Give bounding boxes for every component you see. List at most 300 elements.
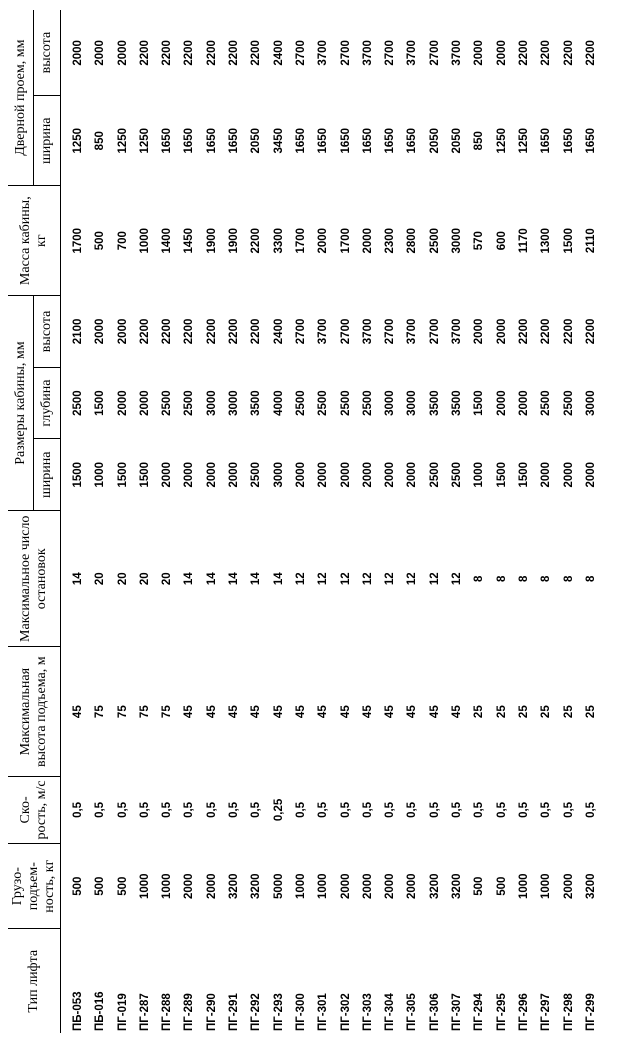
table-cell: 2000 [473,40,486,66]
table-cell: 12 [406,572,419,586]
table-cell: 600 [495,231,508,251]
table-cell: 2050 [428,127,441,154]
table-cell: 0,5 [294,801,307,818]
header-cabin-mass: Масса кабины, кг [8,186,61,296]
table-cell: 1650 [562,127,575,154]
header-cabin-depth: глубина [34,367,61,439]
table-cell: 45 [451,705,464,719]
table-cell: 1000 [517,873,530,899]
table-row [201,10,223,1033]
table-cell: 2500 [428,461,441,488]
table-row [379,10,401,1033]
header-door: Дверной проем, мм [8,10,34,186]
table-cell: 2200 [138,40,151,66]
header-capacity: Грузо-подъем-ность, кг [8,843,61,929]
table-cell: 2000 [317,461,330,488]
table-cell: 2700 [428,318,441,345]
table-cell: 12 [339,572,352,586]
table-cell: 2700 [339,318,352,345]
table-cell: 1000 [94,461,107,488]
table-cell: 45 [339,705,352,719]
table-row [89,10,111,1033]
table-cell: 2000 [495,40,508,66]
table-cell: 3300 [272,227,285,254]
table-cell: 1700 [339,227,352,254]
lift-type-cell: ПГ-307 [451,993,464,1031]
table-cell: 2700 [294,40,307,66]
table-cell: 2200 [250,227,263,254]
table-body [61,10,603,1033]
table-cell: 2000 [116,390,129,416]
table-cell: 0,5 [250,801,263,818]
table-cell: 2700 [294,318,307,345]
table-cell: 0,5 [517,801,530,818]
table-cell: 3450 [272,127,285,154]
table-cell: 2200 [562,40,575,66]
lift-type-cell: ПГ-019 [116,993,129,1031]
table-cell: 2700 [384,318,397,345]
table-cell: 1650 [361,127,374,154]
lift-type-cell: ПГ-303 [361,993,374,1031]
table-cell: 3200 [451,873,464,899]
table-cell: 500 [94,876,107,896]
table-cell: 3000 [384,390,397,416]
table-cell: 2500 [540,390,553,416]
table-cell: 25 [495,705,508,719]
table-cell: 2000 [473,318,486,345]
table-cell: 3200 [428,873,441,899]
table-cell: 2000 [205,461,218,488]
table-cell: 2200 [161,40,174,66]
table-cell: 2200 [540,318,553,345]
table-cell: 1500 [517,461,530,488]
table-cell: 0,5 [183,801,196,818]
table-cell: 1170 [517,228,530,254]
table-cell: 2500 [361,390,374,416]
table-cell: 0,5 [116,801,129,818]
table-cell: 2300 [384,227,397,254]
table-cell: 14 [72,572,84,586]
table-cell: 1650 [406,127,419,154]
table-row [134,10,156,1033]
table-cell: 2200 [517,40,530,66]
table-cell: 75 [161,705,174,719]
table-cell: 12 [361,572,374,586]
table-cell: 2200 [584,318,597,345]
table-cell: 2000 [116,318,129,345]
table-cell: 8 [495,575,508,582]
table-cell: 2050 [250,127,263,154]
table-cell: 0,5 [138,801,151,818]
lift-type-cell: ПГ-300 [294,993,307,1031]
table-cell: 2200 [138,318,151,345]
table-cell: 2500 [451,461,464,488]
table-cell: 1000 [473,461,486,488]
table-cell: 2000 [517,390,530,416]
table-cell: 8 [584,575,597,582]
table-cell: 2500 [317,390,330,416]
lift-type-cell: ПГ-305 [406,993,419,1031]
table-cell: 1500 [138,461,151,488]
header-max-height: Максимальная высота подъема, м [8,647,61,776]
table-cell: 2500 [161,390,174,416]
table-cell: 3700 [451,40,464,66]
table-cell: 2100 [72,318,84,345]
table-cell: 0,5 [428,801,441,818]
lift-type-cell: ПГ-295 [495,993,508,1031]
table-cell: 700 [116,231,129,251]
table-cell: 2200 [584,40,597,66]
table-cell: 1000 [317,873,330,899]
lift-type-cell: ПГ-294 [473,993,486,1031]
table-cell: 0,5 [495,801,508,818]
table-cell: 0,5 [384,801,397,818]
table-cell: 8 [473,575,486,582]
table-cell: 500 [72,876,84,896]
table-row [424,10,446,1033]
table-cell: 45 [361,705,374,719]
table-cell: 14 [250,572,263,586]
table-cell: 2000 [94,318,107,345]
table-row [580,10,602,1033]
table-cell: 2200 [161,318,174,345]
table-cell: 25 [473,705,486,719]
table-cell: 1500 [116,461,129,488]
table-cell: 2000 [161,461,174,488]
table-row [178,10,200,1033]
table-cell: 500 [495,876,508,896]
header-cabin-dims: Размеры кабины, мм [8,296,34,511]
table-cell: 0,5 [361,801,374,818]
table-row [513,10,535,1033]
table-cell: 12 [451,572,464,586]
table-cell: 45 [406,705,419,719]
table-cell: 2500 [294,390,307,416]
table-cell: 2000 [183,873,196,899]
table-cell: 3700 [361,318,374,345]
table-cell: 850 [473,131,486,151]
table-cell: 0,5 [228,801,241,818]
table-cell: 0,5 [317,801,330,818]
table-cell: 2000 [495,318,508,345]
lift-type-cell: ПБ-016 [94,991,107,1031]
table-cell: 850 [94,131,107,151]
table-cell: 3700 [317,318,330,345]
lift-type-cell: ПГ-299 [584,993,597,1031]
lift-type-cell: ПГ-293 [272,993,285,1031]
table-cell: 12 [294,572,307,586]
table-row [112,10,134,1033]
header-door-width: ширина [34,96,61,186]
table-cell: 8 [540,575,553,582]
table-cell: 75 [116,705,129,719]
table-cell: 1500 [473,390,486,416]
table-cell: 45 [72,705,84,719]
lift-type-cell: ПГ-304 [384,993,397,1031]
table-row [446,10,468,1033]
header-cabin-height: высота [34,296,61,368]
header-speed: Ско-рость, м/с [8,776,61,843]
table-cell: 45 [183,705,196,719]
table-cell: 1000 [294,873,307,899]
table-cell: 8 [517,575,530,582]
table-cell: 0,5 [339,801,352,818]
table-cell: 2000 [495,390,508,416]
table-cell: 3000 [205,390,218,416]
table-cell: 75 [138,705,151,719]
table-cell: 3200 [228,873,241,899]
table-cell: 1450 [183,227,196,254]
table-cell: 3700 [361,40,374,66]
table-cell: 3700 [406,318,419,345]
table-cell: 1300 [540,227,553,254]
table-row [312,10,334,1033]
lift-type-cell: ПГ-291 [228,993,241,1031]
table-cell: 20 [94,572,107,586]
table-cell: 2000 [406,461,419,488]
lift-type-cell: ПГ-297 [540,993,553,1031]
table-cell: 2500 [339,390,352,416]
table-cell: 2700 [384,40,397,66]
table-cell: 2200 [540,40,553,66]
table-header [8,10,61,1033]
header-max-stops: Максимальное число остановок [8,511,61,647]
table-cell: 2000 [361,227,374,254]
table-cell: 3000 [451,227,464,254]
table-cell: 0,5 [205,801,218,818]
lift-type-cell: ПГ-287 [138,993,151,1031]
table-cell: 2110 [584,228,597,254]
table-cell: 2400 [272,40,285,66]
table-cell: 0,5 [94,801,107,818]
table-cell: 3500 [250,390,263,416]
table-cell: 12 [428,572,441,586]
table-cell: 0,5 [473,801,486,818]
table-cell: 3000 [228,390,241,416]
table-cell: 1650 [540,127,553,154]
table-cell: 500 [116,876,129,896]
table-cell: 2200 [183,40,196,66]
table-cell: 2000 [228,461,241,488]
table-cell: 2000 [205,873,218,899]
table-cell: 1250 [138,127,151,154]
table-cell: 2200 [517,318,530,345]
table-cell: 2200 [205,318,218,345]
table-cell: 1650 [161,127,174,154]
table-cell: 2400 [272,318,285,345]
table-cell: 1650 [228,127,241,154]
table-cell: 3200 [250,873,263,899]
table-cell: 3000 [272,461,285,488]
table-cell: 25 [517,705,530,719]
table-cell: 1900 [228,227,241,254]
table-cell: 1650 [317,127,330,154]
table-cell: 1650 [205,127,218,154]
table-cell: 4000 [272,390,285,416]
table-cell: 2000 [584,461,597,488]
table-cell: 500 [94,231,107,251]
table-cell: 1000 [161,873,174,899]
lift-type-cell: ПГ-302 [339,993,352,1031]
table-cell: 2500 [562,390,575,416]
table-cell: 12 [317,572,330,586]
table-cell: 3000 [584,390,597,416]
table-cell: 570 [473,231,486,251]
table-cell: 45 [272,705,285,719]
table-cell: 45 [384,705,397,719]
table-cell: 2700 [428,40,441,66]
table-cell: 1500 [72,461,84,488]
table-cell: 0,5 [562,801,575,818]
table-row [223,10,245,1033]
table-row [558,10,580,1033]
table-cell: 3200 [584,873,597,899]
table-cell: 1700 [72,227,84,254]
table-cell: 2000 [183,461,196,488]
table-cell: 2700 [339,40,352,66]
table-row [290,10,312,1033]
lift-type-cell: ПГ-296 [517,993,530,1031]
table-cell: 45 [228,705,241,719]
table-cell: 20 [116,572,129,586]
table-cell: 1700 [294,227,307,254]
table-cell: 2500 [428,227,441,254]
table-cell: 3700 [406,40,419,66]
table-cell: 3700 [317,40,330,66]
table-cell: 45 [294,705,307,719]
lift-type-cell: ПГ-306 [428,993,441,1031]
lift-type-cell: ПГ-289 [183,993,196,1031]
table-cell: 2200 [250,318,263,345]
table-cell: 3500 [428,390,441,416]
table-cell: 1500 [495,461,508,488]
table-cell: 2200 [183,318,196,345]
header-cabin-width: ширина [34,439,61,511]
table-cell: 2000 [116,40,129,66]
table-cell: 2500 [183,390,196,416]
table-cell: 2000 [317,227,330,254]
table-row [61,10,90,1033]
table-cell: 14 [228,572,241,586]
table-cell: 1000 [138,873,151,899]
table-cell: 2000 [406,873,419,899]
table-cell: 2000 [562,873,575,899]
table-cell: 2000 [361,461,374,488]
table-cell: 3700 [451,318,464,345]
table-row [491,10,513,1033]
table-row [245,10,267,1033]
table-cell: 1500 [94,390,107,416]
table-row [535,10,557,1033]
table-cell: 2000 [562,461,575,488]
table-cell: 8 [562,575,575,582]
table-cell: 20 [138,572,151,586]
table-row [468,10,490,1033]
table-cell: 45 [428,705,441,719]
table-cell: 1250 [72,127,84,154]
lift-type-cell: ПГ-298 [562,993,575,1031]
table-row [357,10,379,1033]
lift-type-cell: ПГ-290 [205,993,218,1031]
table-cell: 3500 [451,390,464,416]
table-cell: 1650 [339,127,352,154]
table-cell: 14 [183,572,196,586]
table-cell: 2000 [72,40,84,66]
table-cell: 12 [384,572,397,586]
table-cell: 0,5 [451,801,464,818]
table-cell: 2000 [384,873,397,899]
table-cell: 3000 [406,390,419,416]
table-cell: 1250 [495,127,508,154]
table-cell: 1400 [161,227,174,254]
table-cell: 2000 [138,390,151,416]
table-cell: 1000 [138,227,151,254]
table-cell: 45 [205,705,218,719]
table-cell: 1650 [384,127,397,154]
table-cell: 2200 [205,40,218,66]
table-cell: 2000 [384,461,397,488]
lift-type-cell: ПГ-301 [317,993,330,1031]
table-cell: 75 [94,705,107,719]
table-cell: 2050 [451,127,464,154]
table-cell: 20 [161,572,174,586]
table-cell: 0,5 [406,801,419,818]
table-cell: 1650 [183,127,196,154]
table-cell: 2800 [406,227,419,254]
table-row [335,10,357,1033]
table-cell: 500 [473,876,486,896]
table-cell: 45 [250,705,263,719]
table-cell: 1900 [205,227,218,254]
table-cell: 2000 [339,873,352,899]
table-cell: 1250 [517,127,530,154]
table-cell: 45 [317,705,330,719]
table-cell: 2000 [540,461,553,488]
table-row [268,10,290,1033]
table-cell: 0,5 [540,801,553,818]
table-cell: 2200 [250,40,263,66]
table-cell: 1650 [294,127,307,154]
lift-type-cell: ПБ-053 [72,991,84,1031]
table-cell: 0,5 [584,801,597,818]
table-cell: 2200 [228,318,241,345]
table-cell: 0,5 [72,801,84,818]
table-cell: 1000 [540,873,553,899]
table-cell: 2200 [228,40,241,66]
table-cell: 2500 [250,461,263,488]
table-cell: 14 [272,572,285,586]
table-cell: 2000 [294,461,307,488]
elevator-specs-table [8,10,602,1033]
table-cell: 25 [540,705,553,719]
table-cell: 14 [205,572,218,586]
lift-type-cell: ПГ-292 [250,993,263,1031]
table-cell: 2500 [72,390,84,416]
table-cell: 1250 [116,127,129,154]
header-type: Тип лифта [8,929,61,1033]
table-cell: 2000 [94,40,107,66]
table-cell: 2200 [562,318,575,345]
table-cell: 5000 [272,873,285,899]
table-row [401,10,423,1033]
table-cell: 1500 [562,227,575,254]
table-cell: 25 [562,705,575,719]
table-cell: 0,25 [272,798,285,822]
header-door-height: высота [34,10,61,96]
table-cell: 0,5 [161,801,174,818]
lift-type-cell: ПГ-288 [161,993,174,1031]
table-cell: 25 [584,705,597,719]
